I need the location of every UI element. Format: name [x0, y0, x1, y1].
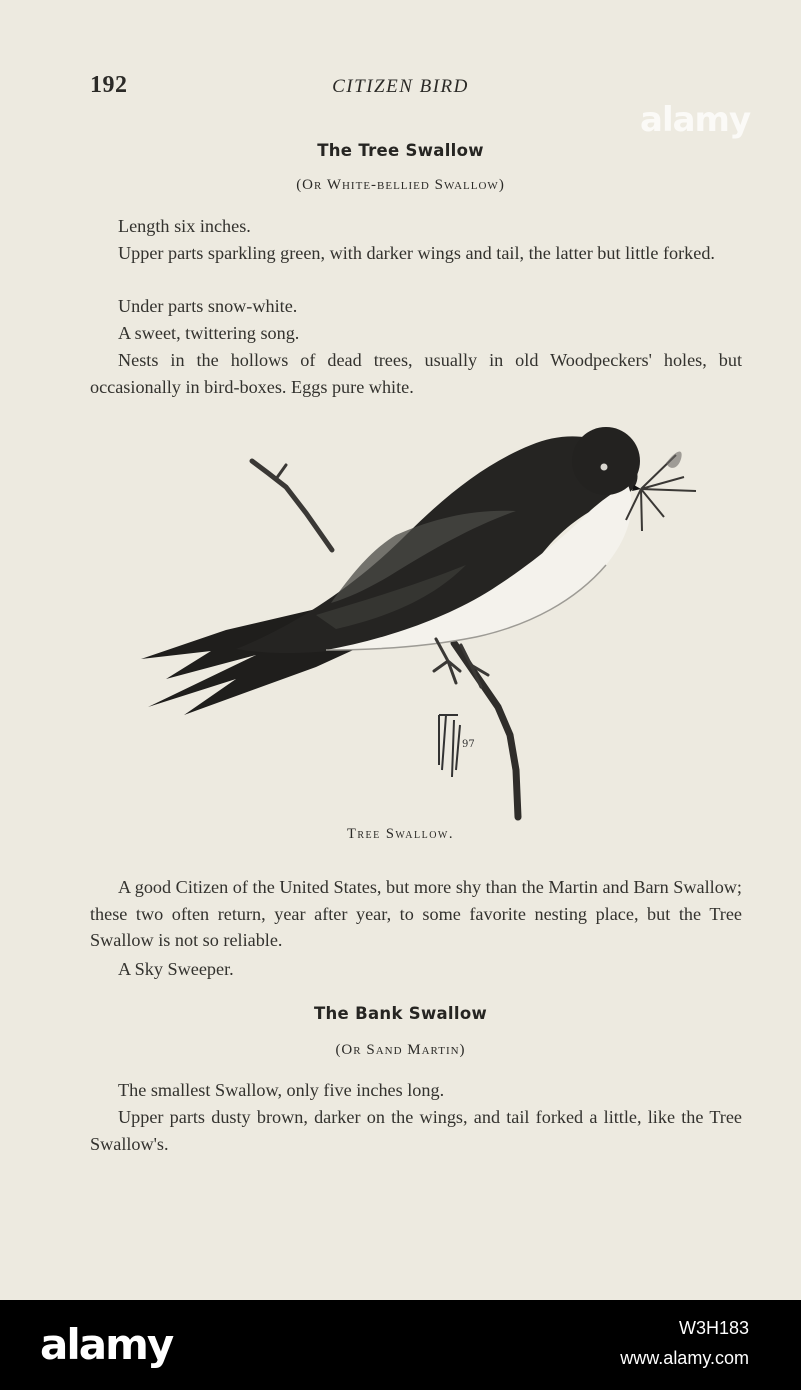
paragraph [90, 956, 742, 983]
paragraph [90, 293, 742, 320]
image-id: W3H183 [678, 1318, 749, 1338]
alamy-logo: alamy [40, 1320, 173, 1369]
paragraph [90, 347, 742, 400]
text-line: The smallest Swallow, only five inches long. [118, 1080, 445, 1100]
running-head: CITIZEN BIRD [332, 76, 469, 97]
section-subtitle-bank-swallow: (Or Sand Martin) [335, 1042, 466, 1058]
paragraph [90, 1104, 742, 1157]
watermark-text: alamy [640, 100, 751, 140]
paragraph [90, 213, 742, 240]
watermark-footer [0, 1300, 801, 1390]
section-title-bank-swallow: The Bank Swallow [313, 1004, 488, 1023]
text-line: Length six inches. [118, 216, 251, 236]
page-number: 192 [90, 72, 128, 98]
text-line: Upper parts dusty brown, darker on the wings, and tail forked a little, like the Tree Swallow's. [90, 1107, 742, 1154]
text-line: A Sky Sweeper. [118, 959, 234, 979]
section-subtitle-tree-swallow: (Or White-bellied Swallow) [296, 177, 505, 193]
paragraph [90, 320, 742, 347]
text-line: A sweet, twittering song. [118, 323, 300, 343]
paragraph [90, 874, 742, 954]
text-line: A good Citizen of the United States, but more shy than the Martin and Barn Swallow; these two often return, year after year, to some favorite nesting place, but the Tree Swallow is not so reliable. [90, 877, 742, 950]
text-line: Under parts snow-white. [118, 296, 298, 316]
text-line: Upper parts sparkling green, with darker wings and tail, the latter but little forked. [118, 243, 715, 263]
footer-url: www.alamy.com [620, 1348, 749, 1368]
text-line: Nests in the hollows of dead trees, usually in old Woodpeckers' holes, but occasionally in bird-boxes. Eggs pure white. [90, 350, 742, 397]
svg-text:97: 97 [462, 739, 475, 750]
section-title-tree-swallow: The Tree Swallow [317, 141, 484, 160]
paragraph [90, 240, 742, 267]
tree-swallow-illustration [136, 425, 706, 825]
paragraph [90, 1077, 742, 1104]
illustration-caption: Tree Swallow. [347, 826, 454, 842]
